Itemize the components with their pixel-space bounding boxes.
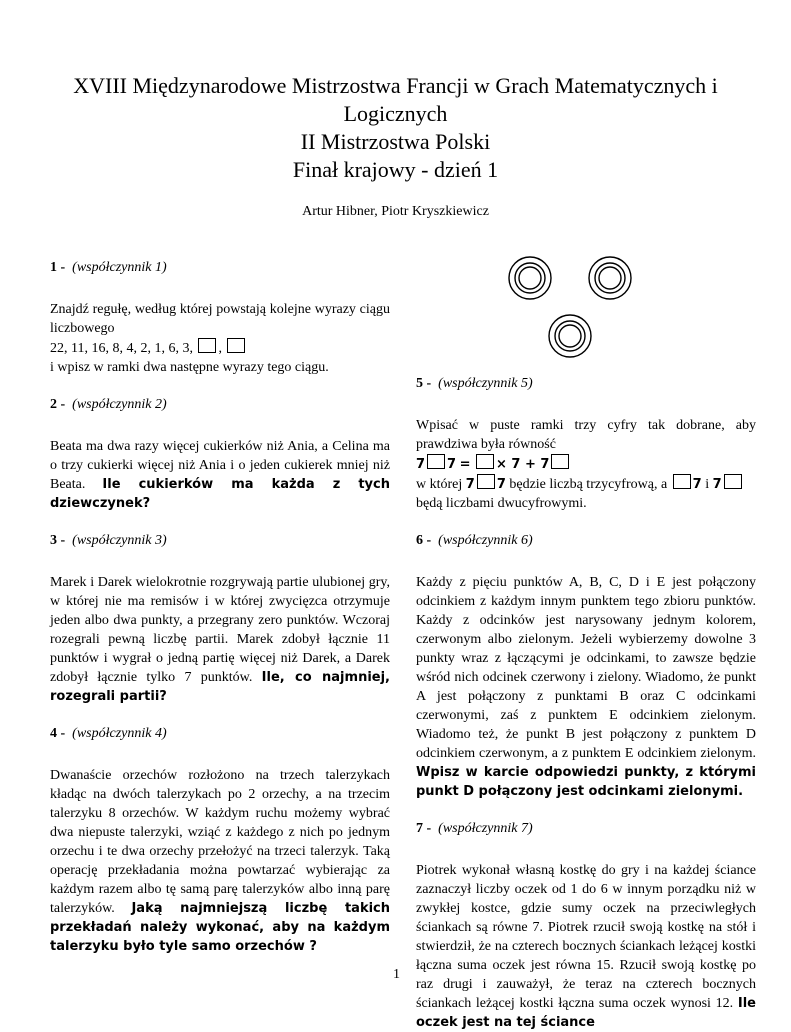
problem-3-title: 3 - (współczynnik 3) [50, 533, 167, 548]
title-line-2: Logicznych [343, 101, 448, 126]
title-line-4: Finał krajowy - dzień 1 [292, 157, 499, 182]
problem-7-text: Piotrek wykonał własną kostkę do gry i na każdej ściance zaznaczył liczby oczek od 1 do 6 w innym porządku niż w zwykłej kostce, gdzie sumy oczek na przeciwległych ściankach są równe 7. Piotrek rzucił swoją kostkę na stół i stwierdził, że na czterech bocznych ściankach leżącej kostki łączna suma oczek jest równa 15. Rzucił swoją kostkę po raz drugi i zauważył, że teraz na czterech bocznych ściankach leżącej kostki łączna suma oczek wynosi 12. Ile oczek jest na tej ściance [416, 863, 757, 1030]
authors: Artur Hibner, Piotr Kryszkiewicz [302, 204, 489, 219]
answer-box[interactable] [198, 338, 216, 353]
answer-box[interactable] [427, 454, 445, 469]
three-plates-figure [508, 256, 632, 360]
answer-box[interactable] [673, 474, 691, 489]
answer-box[interactable] [476, 454, 494, 469]
problem-7-title: 7 - (współczynnik 7) [416, 821, 533, 836]
title-line-1: XVIII Międzynarodowe Mistrzostwa Francji w Grach Matematycznych i [73, 73, 718, 98]
problem-6-title: 6 - (współczynnik 6) [416, 533, 533, 548]
problem-6-text: Każdy z pięciu punktów A, B, C, D i E jest połączony odcinkiem z każdym innym punktem tego zbioru punktów. Każdy z odcinków jest narysowany jednym kolorem, czerwonym albo zielonym. Jeżeli wybierzemy dowolne 3 punkty wraz z łączącymi je odcinkami, to zawsze będzie wśród nich odcinek czerwony i zielony. Wiadomo, że punkt A jest połączony z punktami B oraz C odcinkami czerwonymi, zaś z punktem E odcinkiem zielonym. Wiadomo też, że punkt B jest połączony z punktem D odcinkiem czerwonym, a z punktem E odcinkiem zielonym. Wpisz w karcie odpowiedzi punkty, z którymi punkt D połączony jest odcinkami zielonymi. [416, 575, 756, 799]
right-column [416, 374, 756, 1032]
answer-box[interactable] [477, 474, 495, 489]
page-number: 1 [393, 967, 400, 982]
problem-4-title: 4 - (współczynnik 4) [50, 726, 167, 741]
plate-right-inner [599, 267, 621, 289]
title-line-3: II Mistrzostwa Polski [300, 129, 491, 154]
problem-1-title: 1 - (współczynnik 1) [50, 260, 167, 275]
plate-left-inner [519, 267, 541, 289]
plate-bottom-inner [559, 325, 581, 347]
document-title [0, 72, 791, 184]
problem-2-title: 2 - (współczynnik 2) [50, 397, 167, 412]
problem-5-text: Wpisać w puste ramki trzy cyfry tak dobrane, aby prawdziwa była równość 7 7 = × 7 + 7 w której 7 7 będzie liczbą trzycyfrową, a 7 i 7 będą liczbami dwucyfrowymi. [416, 418, 756, 511]
problem-5-title: 5 - (współczynnik 5) [416, 376, 533, 391]
problem-3-text: Marek i Darek wielokrotnie rozgrywają partie ulubionej gry, w której nie ma remisów i w której zwycięzca otrzymuje jeden albo dwa punkty, a przegrany zero punktów. Wczoraj rozegrali pewną liczbę partii. Marek zdobył łącznie 11 punktów i wygrał o jedną partię więcej niż Darek, a Darek zdobył łącznie tylko 7 punktów. Ile, co najmniej, rozegrali partii? [50, 575, 390, 704]
problem-4-text: Dwanaście orzechów rozłożono na trzech talerzykach kładąc na dwóch talerzykach po 2 orzechy, a na trzecim talerzyku 8 orzechów. W każdym ruchu możemy wybrać dwa niepuste talerzyki, wziąć z każdego z nich po jednym orzechu i te dwa orzechy przełożyć na trzeci talerzyk. Taką operację przekładania można powtarzać wybierając za każdym razem albo tę samą parę talerzyków albo inną parę talerzyków. Jaką najmniejszą liczbę takich przekładań należy wykonać, aby na każdym talerzyku było tyle samo orzechów ? [50, 768, 391, 954]
answer-box[interactable] [227, 338, 245, 353]
answer-box[interactable] [724, 474, 742, 489]
answer-box[interactable] [551, 454, 569, 469]
left-column [50, 258, 390, 956]
problem-2-text: Beata ma dwa razy więcej cukierków niż Ania, a Celina ma o trzy cukierki więcej niż Ania i o jeden cukierek mniej niż Beata. Ile cukierków ma każda z tych dziewczynek? [50, 439, 390, 511]
problem-1-text: Znajdź regułę, według której powstają kolejne wyrazy ciągu liczbowego 22, 11, 16, 8, 4, 2, 1, 6, 3, , i wpisz w ramki dwa następne wyrazy tego ciągu. [50, 302, 390, 375]
